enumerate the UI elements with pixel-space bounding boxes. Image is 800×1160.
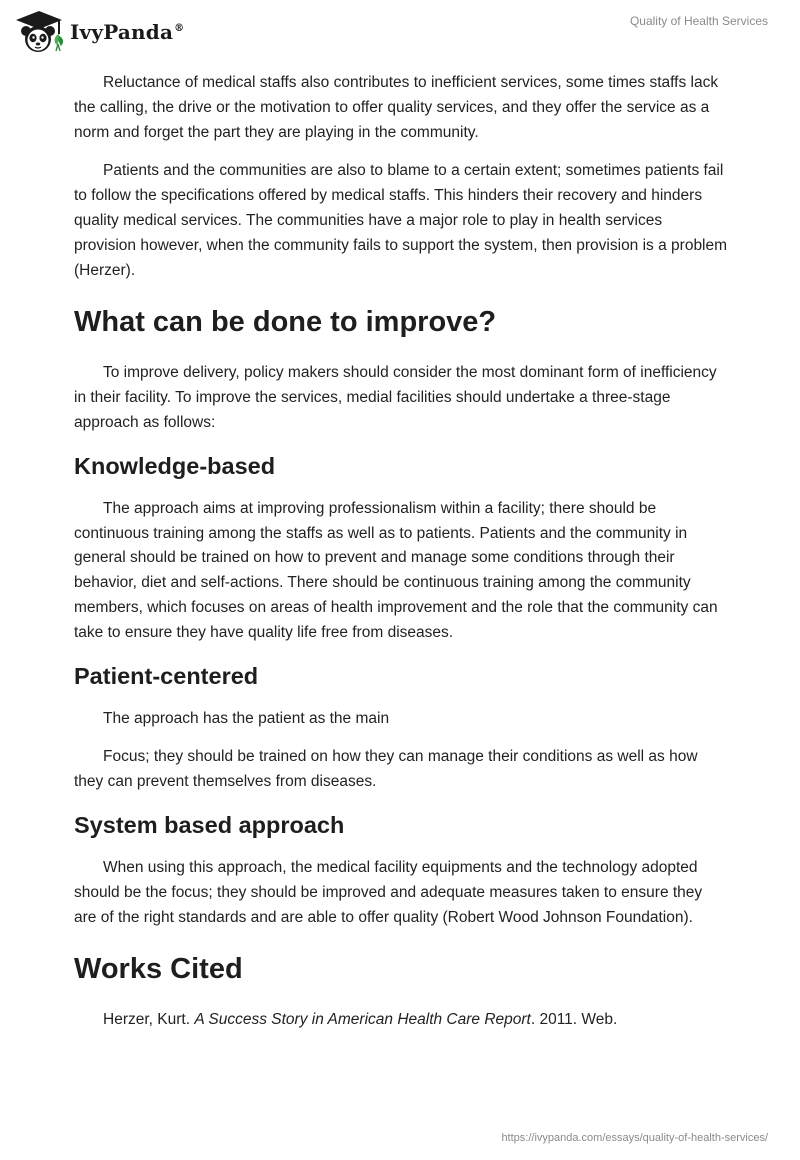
- subsection-heading-patient-centered: Patient-centered: [74, 662, 259, 689]
- running-title: Quality of Health Services: [629, 14, 768, 28]
- panda-graduate-icon: [14, 9, 64, 55]
- citation-author: Herzer, Kurt.: [103, 1011, 195, 1029]
- essay-content: [74, 71, 728, 1047]
- paragraph: When using this approach, the medical facility equipments and the technology adopted should be the focus; they should be improved and adequate measures taken to ensure they are of the right standards and are able to offer quality (Robert Wood Johnson Foundation).: [74, 858, 703, 926]
- paragraph: The approach has the patient as the main: [103, 709, 390, 727]
- source-url[interactable]: https://ivypanda.com/essays/quality-of-health-services/: [501, 1132, 768, 1144]
- section-heading-works-cited: Works Cited: [74, 953, 243, 986]
- paragraph: Patients and the communities are also to blame to a certain extent; sometimes patients fail to follow the specifications offered by medical staffs. This hinders their recovery and hinders quality medical services. The communities have a major role to play in health services provision however, when the community fails to support the system, then provision is a problem (Herzer).: [74, 162, 728, 279]
- subsection-heading-knowledge-based: Knowledge-based: [74, 452, 276, 479]
- ivypanda-logo[interactable]: [14, 8, 184, 56]
- page-header: [0, 0, 800, 60]
- citation-title: A Success Story in American Health Care Report: [194, 1011, 531, 1029]
- paragraph: Focus; they should be trained on how they can manage their conditions as well as how they can prevent themselves from diseases.: [74, 748, 698, 791]
- paragraph: Reluctance of medical staffs also contributes to inefficient services, some times staffs lack the calling, the drive or the motivation to offer quality services, and they offer the service as a norm and forget the part they are playing in the community.: [74, 74, 719, 141]
- brand-name: IvyPanda®: [70, 20, 185, 44]
- citation-details: . 2011. Web.: [530, 1011, 618, 1029]
- paragraph: The approach aims at improving professionalism within a facility; there should be continuous training among the staffs as well as to patients. Patients and the community in general should be trained on how to prevent and manage some conditions through their behavior, diet and self-actions. There should be continuous training among the community members, which focuses on areas of health improvement and the role that the community can take to ensure they have quality life free from diseases.: [74, 499, 718, 641]
- section-heading-improve: What can be done to improve?: [74, 306, 497, 339]
- subsection-heading-system-based: System based approach: [74, 811, 345, 838]
- citation-entry: [74, 1008, 728, 1033]
- paragraph: To improve delivery, policy makers should consider the most dominant form of inefficiency in their facility. To improve the services, medial facilities should undertake a three-stage approach as follows:: [74, 364, 717, 431]
